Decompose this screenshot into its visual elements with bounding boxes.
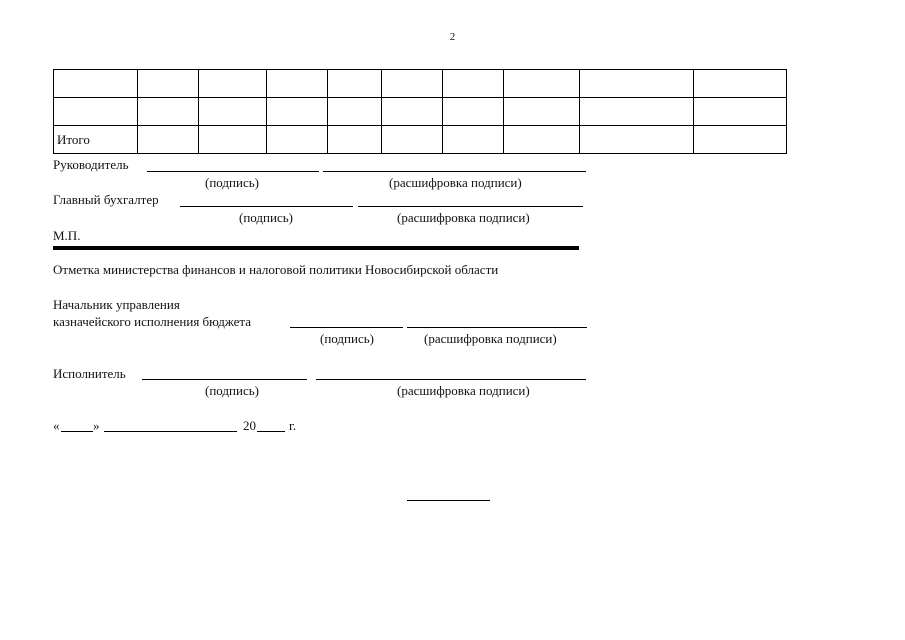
date-close-quote: » [93, 418, 100, 433]
table-cell[interactable] [504, 98, 580, 126]
table-row [54, 98, 787, 126]
table-cell[interactable] [138, 70, 199, 98]
treasury-decoding-hint: (расшифровка подписи) [424, 331, 557, 346]
executor-label: Исполнитель [53, 366, 126, 381]
table-cell[interactable] [580, 70, 694, 98]
head-label: Руководитель [53, 157, 129, 172]
executor-signature-line[interactable] [142, 379, 307, 380]
accountant-signature-line[interactable] [180, 206, 353, 207]
table-cell[interactable] [54, 98, 138, 126]
treasury-signature-hint: (подпись) [320, 331, 374, 346]
table-cell[interactable] [199, 98, 267, 126]
table-cell[interactable] [267, 126, 328, 154]
executor-decoding-line[interactable] [316, 379, 586, 380]
accountant-signature-hint: (подпись) [239, 210, 293, 225]
head-signature-hint: (подпись) [205, 175, 259, 190]
treasury-decoding-line[interactable] [407, 327, 587, 328]
accountant-decoding-hint: (расшифровка подписи) [397, 210, 530, 225]
date-year-prefix: 20 [243, 418, 256, 433]
table-cell[interactable] [199, 126, 267, 154]
date-open-quote: « [53, 418, 60, 433]
table-cell[interactable] [694, 70, 787, 98]
head-decoding-hint: (расшифровка подписи) [389, 175, 522, 190]
table-cell[interactable] [267, 70, 328, 98]
treasury-title-line2: казначейского исполнения бюджета [53, 314, 252, 329]
total-label-cell: Итого [54, 126, 138, 154]
date-year-suffix: г. [289, 418, 297, 433]
table-row [54, 70, 787, 98]
table-cell[interactable] [54, 70, 138, 98]
report-table [53, 69, 787, 154]
treasury-signature-line[interactable] [290, 327, 403, 328]
date-year-line[interactable] [257, 431, 285, 432]
table-cell[interactable] [580, 126, 694, 154]
stamp-label: М.П. [53, 228, 81, 243]
table-cell[interactable] [382, 126, 443, 154]
treasury-title-line1: Начальник управления [53, 297, 180, 312]
table-cell[interactable] [328, 98, 382, 126]
table-cell[interactable] [267, 98, 328, 126]
head-decoding-line[interactable] [323, 171, 586, 172]
table-cell[interactable] [382, 98, 443, 126]
table-cell[interactable] [328, 126, 382, 154]
table-cell[interactable] [694, 98, 787, 126]
table-cell[interactable] [443, 98, 504, 126]
table-cell[interactable] [580, 98, 694, 126]
ministry-mark: Отметка министерства финансов и налоговой политики Новосибирской области [53, 262, 499, 277]
date-month-line[interactable] [104, 431, 237, 432]
accountant-decoding-line[interactable] [358, 206, 583, 207]
table-cell[interactable] [328, 70, 382, 98]
table-total-row [54, 126, 787, 154]
date-day-line[interactable] [61, 431, 93, 432]
table-cell[interactable] [138, 126, 199, 154]
table-cell[interactable] [504, 70, 580, 98]
chief-accountant-label: Главный бухгалтер [53, 192, 159, 207]
table-cell[interactable] [443, 126, 504, 154]
executor-decoding-hint: (расшифровка подписи) [397, 383, 530, 398]
end-of-document-rule [407, 500, 490, 501]
executor-signature-hint: (подпись) [205, 383, 259, 398]
table-cell[interactable] [382, 70, 443, 98]
table-cell[interactable] [138, 98, 199, 126]
table-cell[interactable] [199, 70, 267, 98]
page-number: 2 [449, 31, 456, 43]
head-signature-line[interactable] [147, 171, 319, 172]
table-cell[interactable] [443, 70, 504, 98]
separator-double-rule [53, 246, 579, 250]
table-cell[interactable] [694, 126, 787, 154]
table-cell[interactable] [504, 126, 580, 154]
